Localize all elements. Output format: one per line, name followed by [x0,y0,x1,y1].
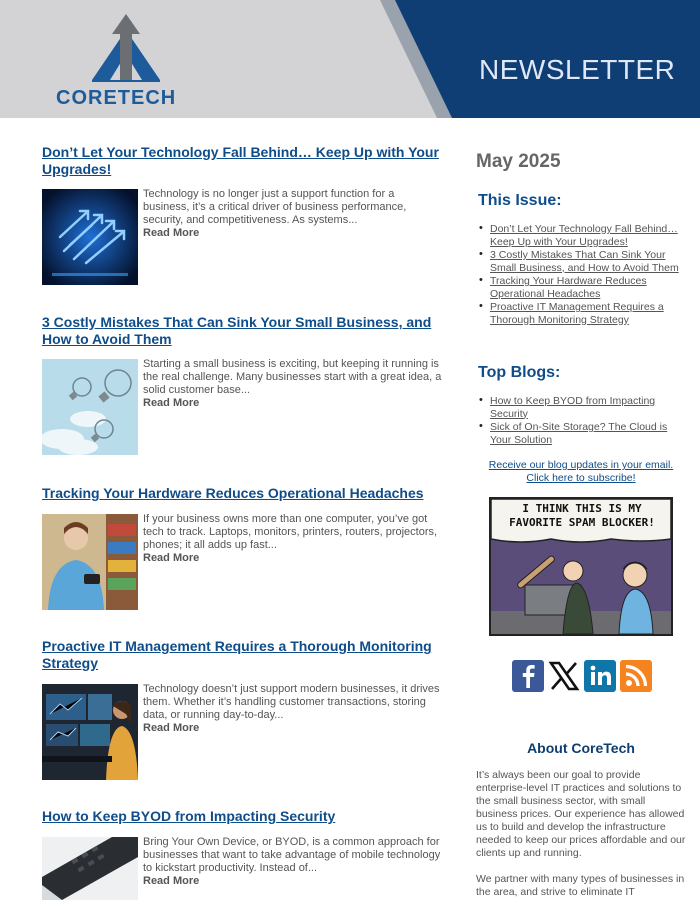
issue-date: May 2025 [476,151,561,172]
social-links [512,660,652,694]
article-title-link[interactable]: 3 Costly Mistakes That Can Sink Your Small Business, and How to Avoid Them [42,314,432,347]
facebook-icon[interactable] [512,660,544,692]
lightbulb-rockets-image[interactable] [42,359,138,455]
article-item [42,638,442,734]
top-blogs-list [476,395,681,447]
excerpt-text: Technology doesn’t just support modern businesses, it drives them. Whether it’s handling customer transactions, storing data, or running day-to-day... [143,683,440,721]
about-paragraph: We partner with many types of businesses in the area, and strive to eliminate IT [476,873,685,898]
read-more-link[interactable]: Read More [143,722,200,734]
read-more-link[interactable]: Read More [143,875,200,887]
subscribe-link[interactable]: Receive our blog updates in your email. Click here to subscribe! [488,459,674,484]
this-issue-list [476,223,681,327]
logo-wordmark [56,87,176,110]
article-excerpt [143,836,443,888]
logo-core: CORE [56,87,118,109]
top-blog-link[interactable]: • Sick of On-Site Storage? The Cloud is Your Solution [476,421,681,446]
article-item [42,808,442,887]
article-title-link[interactable]: Proactive IT Management Requires a Thorough Monitoring Strategy [42,638,432,671]
excerpt-text: If your business owns more than one computer, you’ve got tech to track. Laptops, monitors, printers, routers, projectors, phones; it all adds up fast... [143,513,438,551]
this-issue-link[interactable]: • Don’t Let Your Technology Fall Behind… Keep Up with Your Upgrades! [476,223,681,248]
excerpt-text: Technology is no longer just a support function for a business, it’s a critical driver of business performance, security, and competitiveness. As systems... [143,188,407,226]
article-title-link[interactable]: Tracking Your Hardware Reduces Operational Headaches [42,485,424,501]
newsletter-header [0,0,700,118]
monitoring-desk-image[interactable] [42,684,138,780]
article-item [42,144,442,239]
newsletter-title: NEWSLETTER [479,54,676,85]
article-excerpt [143,358,443,410]
top-blog-link[interactable]: • How to Keep BYOD from Impacting Security [476,395,681,420]
excerpt-text: Starting a small business is exciting, but keeping it running is the real challenge. Many businesses start with a great idea, a solid customer base... [143,358,442,396]
top-blogs-heading: Top Blogs: [478,364,561,381]
logo-tech: TECH [117,87,177,109]
article-title-link[interactable]: Don’t Let Your Technology Fall Behind… Keep Up with Your Upgrades! [42,144,439,177]
about-heading: About CoreTech [527,740,635,756]
about-paragraph: It’s always been our goal to provide enterprise-level IT practices and solutions to the small business sector, with small business prices. Our experience has allowed us to build and develop the infrastructure needed to keep our prices affordable and our clients up and running. [476,769,686,859]
read-more-link[interactable]: Read More [143,227,200,239]
article-excerpt [143,188,443,240]
article-title-link[interactable]: How to Keep BYOD from Impacting Security [42,808,336,824]
article-excerpt [143,683,443,735]
article-item [42,485,442,564]
comic-caption: I THINK THIS IS MY FAVORITE SPAM BLOCKER! [509,502,655,529]
linkedin-icon[interactable] [584,660,616,692]
article-excerpt [143,513,443,565]
this-issue-link[interactable]: • Proactive IT Management Requires a Thorough Monitoring Strategy [476,301,681,326]
read-more-link[interactable]: Read More [143,397,200,409]
read-more-link[interactable]: Read More [143,552,200,564]
x-icon[interactable] [548,660,580,692]
rss-icon[interactable] [620,660,652,692]
glowing-arrows-image[interactable] [42,189,138,285]
inventory-scanner-image[interactable] [42,514,138,610]
excerpt-text: Bring Your Own Device, or BYOD, is a common approach for businesses that want to take advantage of mobile technology to kickstart productivity. Instead of... [143,836,441,874]
this-issue-link[interactable]: • Tracking Your Hardware Reduces Operational Headaches [476,275,681,300]
this-issue-heading: This Issue: [478,192,562,209]
article-item [42,314,442,409]
this-issue-link[interactable]: • 3 Costly Mistakes That Can Sink Your Small Business, and How to Avoid Them [476,249,681,274]
spam-blocker-comic-image[interactable] [489,497,673,636]
laptop-keyboard-image[interactable] [42,837,138,900]
